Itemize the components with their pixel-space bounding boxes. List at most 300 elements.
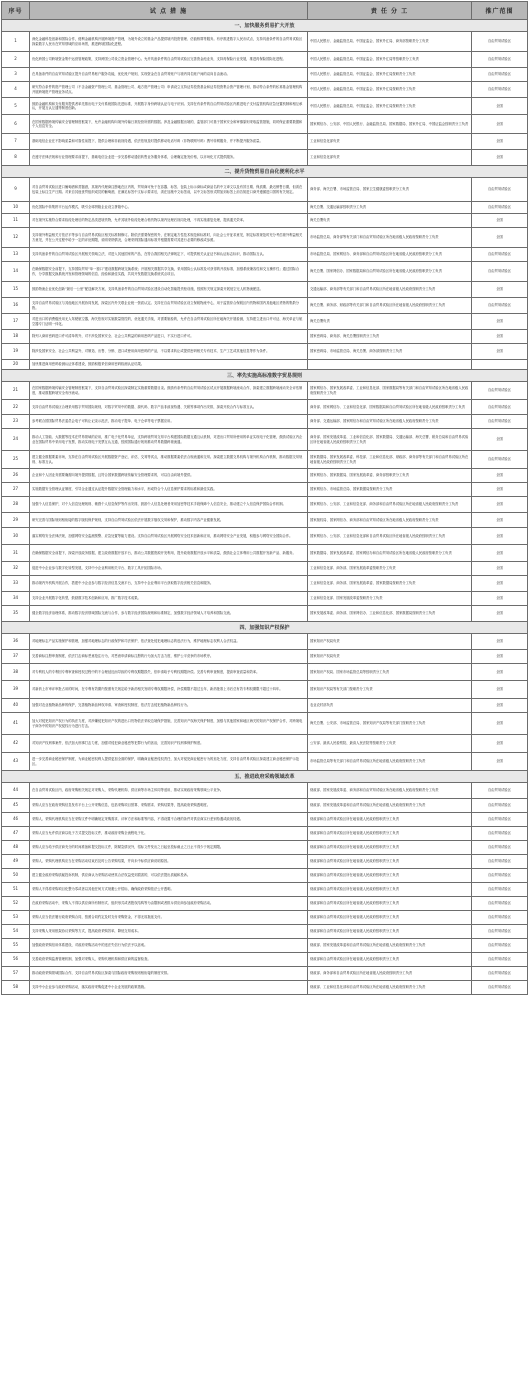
row-measure: 鼓励物流企业优化创新“最后一公里”配送解决方案，支持具备条件的自由贸易试验区建设自动化智能提货柜设施，按照有关规定探索开展低空无人机物流配送。 <box>30 282 308 298</box>
row-measure: 对自由贸易试验区进口葡萄酒和蒸馏酒，其境内代理商注册地在区内的，贸易商可免于在容器、标签、包装上标示商标或商品名的中文译文以及有效日期、保质期、最迟销售日期，但须在包装上标注生产日期。对来自其他世贸组织成员的葡萄酒，在满足标签中文标示要求后，须在加施中文标签前，以中文标签形式附加到标签上前告知进口商并遵循进口国的有关规定。 <box>30 178 308 202</box>
row-duty: 国家网信办、市场监管总局、国家数据局按职责分工负责 <box>308 483 472 497</box>
row-number: 15 <box>2 282 30 298</box>
row-number: 6 <box>2 115 30 134</box>
table-row <box>2 664 528 681</box>
row-scope: 全国 <box>472 134 528 150</box>
row-duty: 海关总署、国家网信办、国家数据局和自由贸易试验区所在地省级人民政府按职责分工负责 <box>308 262 472 282</box>
row-scope: 自由贸易试验区 <box>472 178 528 202</box>
row-duty: 商务部、国家网信办、工业和信息化部、国家数据局和自由贸易试验区所在地省级人民政府按职责分工负责 <box>308 400 472 415</box>
row-number: 32 <box>2 562 30 576</box>
row-measure: 加强政府采购信用体系建设，对政府采购活动中的违法失信行为依法予以惩戒。 <box>30 939 308 953</box>
table-row <box>2 981 528 995</box>
row-measure: 对新药上市审评审批占用的时间，在专利有效期内按照有关规定给予新药相关发明专利权期限补偿，补偿期限不超过五年，新药批准上市后总有效专利权期限不超过十四年。 <box>30 681 308 699</box>
row-duty: 市场监管总局、国家网信办、商务部和自由贸易试验区所在地省级人民政府按职责分工负责 <box>308 248 472 262</box>
row-duty: 海关总署负责 <box>308 314 472 330</box>
table-row <box>2 939 528 953</box>
row-scope: 自由贸易试验区 <box>472 939 528 953</box>
row-duty: 国家发展改革委、商务部、国家网信办、工业和信息化部、国家数据局按职责分工负责 <box>308 606 472 622</box>
table-row <box>2 813 528 827</box>
row-number: 28 <box>2 497 30 513</box>
row-measure: 在政府采购活动中，采购人不得以供应商所有制形式、组织形式或者股权结构等为由限制或者排斥供应商参加政府采购活动。 <box>30 897 308 911</box>
row-measure: 对地理标志产品实施保护和管理，加强对地理标志的行政保护和司法保护，依法查处侵犯地理标志的违法行为，维护地理标志权利人合法权益。 <box>30 634 308 650</box>
row-measure: 在遵守法律法规和行业管理要求前提下，基础电信企业进一步完善移动通信转售业务服务体系，合理确定批发价格，以市场化方式提供服务。 <box>30 150 308 166</box>
row-scope: 自由贸易试验区 <box>472 262 528 282</box>
row-duty <box>308 360 472 370</box>
table-row <box>2 528 528 545</box>
table-row <box>2 783 528 799</box>
section-heading-row <box>2 166 528 178</box>
row-scope: 自由贸易试验区 <box>472 967 528 981</box>
row-scope: 全国 <box>472 214 528 228</box>
row-measure: 深化金融科技创新和国际合作，便利金融机构开展跨境资产管理，为境外设立的基金产品提供境内投资管理、估值核算等服务。有序推进数字人民币试点，支持具备条件的自由贸易试验区探索数字人民币在贸易领域的应用场景，推进跨境国际化进程。 <box>30 32 308 52</box>
row-scope: 全国 <box>472 513 528 528</box>
row-duty: 国家密码局、商务部、海关总署按职责分工负责 <box>308 330 472 344</box>
row-scope: 全国 <box>472 98 528 115</box>
table-row <box>2 483 528 497</box>
row-duty: 国家网信办、国家数据局、国家发展改革委、商务部按职责分工负责 <box>308 469 472 483</box>
row-duty: 财政部和自由贸易试验区所在地省级人民政府按职责分工负责 <box>308 925 472 939</box>
row-number: 36 <box>2 634 30 650</box>
table-row <box>2 178 528 202</box>
row-duty: 国家知识产权局负责 <box>308 650 472 664</box>
row-number: 23 <box>2 415 30 429</box>
row-scope: 全国 <box>472 592 528 606</box>
row-measure: 在国家数据跨境传输安全管理制度框架下，允许金融机构向境外传输日常经营所需的数据。涉及金融数据出境的，监管部门可基于国家安全和审慎原则采取监管措施，同时保证重要数据和个人信息安全。 <box>30 115 308 134</box>
row-number: 12 <box>2 228 30 248</box>
row-measure: 在确保数据安全前提下，支持国际贸易“单一窗口”建设数据跨境交换系统；开展相关数据共享交换，采用国际公认标准及可获得的开放标准，加强系统兼容性和交互操作性；通过国际合作，分享数据交换系统开发和管理领域的信息、经验和最佳实践，共同开发数据交换系统试点项目。 <box>30 262 308 282</box>
row-measure: 参考联合国国际贸易法委员会电子可转让记录示范法，推动电子提单、电子仓单等电子票据应用。 <box>30 415 308 429</box>
row-measure: 进一步完善商业秘密保护制度，为商业秘密权利人提供更加全面的保护，明确商业秘密侵权责任，加大对侵犯商业秘密行为的惩处力度，支持自由贸易试验区探索建立商业秘密保护示范区。 <box>30 753 308 771</box>
row-scope: 自由贸易试验区 <box>472 855 528 869</box>
row-scope: 全国 <box>472 497 528 513</box>
row-duty: 财政部和自由贸易试验区所在地省级人民政府按职责分工负责 <box>308 883 472 897</box>
row-measure: 支持具备条件的自由贸易试验区开展相关领域立法，对进入其他国家的产品，在符合我国相关法律规定下，可提供相关认证证书和认证标志标识，推动国际互认。 <box>30 248 308 262</box>
row-number: 51 <box>2 883 30 897</box>
row-number: 38 <box>2 664 30 681</box>
table-row <box>2 214 528 228</box>
row-number: 57 <box>2 967 30 981</box>
row-number: 26 <box>2 469 30 483</box>
table-header-row <box>2 2 528 20</box>
row-scope: 自由贸易试验区 <box>472 298 528 314</box>
table-row <box>2 282 528 298</box>
row-measure: 对专利权人的专利因专利审查和授权过程中的不合理延迟而导致的专利权期限损失，依申请给予专利权期限补偿。完善专利审查制度，提高审查质量和效率。 <box>30 664 308 681</box>
row-duty: 工业和信息化部、商务部、国家发展改革委、国家数据局按职责分工负责 <box>308 576 472 592</box>
row-duty: 商务部、海关总署、市场监管总局、国家卫生健康委按职责分工负责 <box>308 178 472 202</box>
row-scope: 全国 <box>472 753 528 771</box>
row-scope: 全国 <box>472 562 528 576</box>
row-number: 55 <box>2 939 30 953</box>
header-measure: 试 点 措 施 <box>30 2 308 20</box>
table-row <box>2 415 528 429</box>
row-number: 20 <box>2 360 30 370</box>
row-number: 16 <box>2 298 30 314</box>
row-number: 39 <box>2 681 30 699</box>
table-row <box>2 953 528 967</box>
table-row <box>2 545 528 562</box>
row-measure: 促进中小企业参与数字化转型发展，支持中小企业利用相关平台、数字工具开拓国际市场。 <box>30 562 308 576</box>
row-scope: 自由贸易试验区 <box>472 451 528 469</box>
row-duty: 农业农村部负责 <box>308 699 472 713</box>
row-measure: 采购人应当给予供应商充分的时间准备和提交投标文件，除紧急情况外，招标文件发出之日起至投标截止之日止不得少于规定期限。 <box>30 841 308 855</box>
table-row <box>2 855 528 869</box>
table-row <box>2 753 528 771</box>
row-measure: 除涉及国家安全、社会公共利益外，对制造、出售、分销、进口或使用商用密码的产品，不以要求转让或提供密码相关专有技术、生产工艺或其他信息等作为条件。 <box>30 344 308 360</box>
row-measure: 在确保数据安全前提下，探索开放政务数据，建立政府数据开放平台，推动公共数据资源开发利用，提升政府数据开放水平和质量，鼓励社会主体利用公共数据开发新产品、新服务。 <box>30 545 308 562</box>
row-number: 44 <box>2 783 30 799</box>
row-number: 8 <box>2 150 30 166</box>
section-title: 四、加强知识产权保护 <box>2 622 528 634</box>
row-scope: 自由贸易试验区 <box>472 415 528 429</box>
row-scope: 自由贸易试验区 <box>472 841 528 855</box>
row-duty: 工业和信息化部负责 <box>308 134 472 150</box>
row-duty: 中国人民银行、金融监管总局、中国证监会、国家外汇局按职责分工负责 <box>308 98 472 115</box>
row-duty: 国家网信办、公安部、工业和信息化部、商务部和自由贸易试验区所在地省级人民政府按职责分工负责 <box>308 497 472 513</box>
row-number: 33 <box>2 576 30 592</box>
row-scope: 自由贸易试验区 <box>472 869 528 883</box>
table-row <box>2 314 528 330</box>
row-measure: 加快推进商用密码检测认证体系建设，鼓励积极采信商用密码检测认证结果。 <box>30 360 308 370</box>
table-row <box>2 52 528 68</box>
row-duty: 财政部和自由贸易试验区所在地省级人民政府按职责分工负责 <box>308 897 472 911</box>
table-row <box>2 650 528 664</box>
row-scope: 全国 <box>472 429 528 451</box>
row-duty: 中国人民银行、金融监管总局、中国证监会、国家外汇局、商务部按职责分工负责 <box>308 32 472 52</box>
row-number: 9 <box>2 178 30 202</box>
row-duty: 公安部、最高人民检察院、最高人民法院等按职责分工负责 <box>308 735 472 753</box>
row-number: 17 <box>2 314 30 330</box>
row-scope: 全国 <box>472 115 528 134</box>
row-scope: 全国 <box>472 634 528 650</box>
section-heading-row <box>2 20 528 32</box>
row-scope: 自由贸易试验区 <box>472 400 528 415</box>
row-scope: 全国 <box>472 228 528 248</box>
table-row <box>2 799 528 813</box>
table-row <box>2 202 528 214</box>
table-row <box>2 150 528 166</box>
row-scope: 自由贸易试验区 <box>472 248 528 262</box>
row-number: 10 <box>2 202 30 214</box>
row-number: 46 <box>2 813 30 827</box>
row-duty: 国家数据局、国家发展改革委、国家网信办和自由贸易试验区所在地省级人民政府按职责分工负责 <box>308 545 472 562</box>
row-measure: 支持中小企业参与政府采购活动，落实政府采购促进中小企业发展的政策措施。 <box>30 981 308 995</box>
row-number: 14 <box>2 262 30 282</box>
row-number: 41 <box>2 713 30 735</box>
row-scope: 全国 <box>472 344 528 360</box>
row-measure: 采购人、采购代理机构应当在采购活动结束后及时公告采购结果，并向未中标供应商说明原因。 <box>30 855 308 869</box>
row-scope: 自由贸易试验区 <box>472 68 528 82</box>
table-row <box>2 228 528 248</box>
row-measure: 对知识产权刑事案件，依法加大刑事打击力度，加强对侵犯商业秘密等犯罪行为的惩治，完善知识产权刑事保护制度。 <box>30 735 308 753</box>
row-duty: 海关总署、商务部、财政部等有关部门和自由贸易试验区所在地省级人民政府按职责分工负责 <box>308 298 472 314</box>
row-measure: 支持采购人采用框架协议采购等方式，提高政府采购效率，降低交易成本。 <box>30 925 308 939</box>
row-scope: 全国 <box>472 545 528 562</box>
row-scope: 全国 <box>472 150 528 166</box>
row-number: 11 <box>2 214 30 228</box>
row-number: 1 <box>2 32 30 52</box>
header-duty: 责 任 分 工 <box>308 2 472 20</box>
table-row <box>2 98 528 115</box>
row-measure: 采购人应当依法履行政府采购合同，按照合同约定及时支付采购资金，不得无故拖延支付。 <box>30 911 308 925</box>
row-measure: 采购人应当在政府采购信息发布平台上公开采购信息，包括采购项目预算、采购需求、采购结果等，提高政府采购透明度。 <box>30 799 308 813</box>
row-measure: 实施数据安全管理认证制度，引导企业通过认证提升数据安全管理能力和水平，形成符合个人信息保护要求的标准和最佳实践。 <box>30 483 308 497</box>
row-number: 58 <box>2 981 30 995</box>
row-duty: 商务部、交通运输部、国家网信办和自由贸易试验区所在地省级人民政府按职责分工负责 <box>308 415 472 429</box>
row-measure: 优化跨国公司跨境资金集中运营管理政策，支持跨国公司设立资金管理中心。允许具备条件的自由贸易试验区完善资金池业务，支持再保险行业发展，推进再保险国际化进程。 <box>30 52 308 68</box>
row-measure: 采购人不得将采购项目化整为零或者以其他任何方式规避公开招标，确保政府采购依法公开透明。 <box>30 883 308 897</box>
row-scope: 自由贸易试验区 <box>472 883 528 897</box>
row-number: 19 <box>2 344 30 360</box>
table-row <box>2 82 528 98</box>
row-duty: 财政部和自由贸易试验区所在地省级人民政府按职责分工负责 <box>308 855 472 869</box>
table-row <box>2 344 528 360</box>
row-scope: 自由贸易试验区 <box>472 911 528 925</box>
row-scope: 自由贸易试验区 <box>472 981 528 995</box>
table-row <box>2 681 528 699</box>
row-number: 40 <box>2 699 30 713</box>
row-measure: 企业和个人因业务需要确需向境外提供数据，且符合国家数据跨境传输安全管理要求的，可以自由向境外提供。 <box>30 469 308 483</box>
row-scope: 自由贸易试验区 <box>472 953 528 967</box>
row-measure: 研究符合条件的资产管理公司（不含金融资产管理公司、基金管理公司、地方资产管理公司）申请设立支持证券投资基金和证券投资集合资产管理计划，推动符合条件的私募基金管理机构开展跨境资产管理业务试点。 <box>30 82 308 98</box>
row-number: 3 <box>2 68 30 82</box>
row-number: 42 <box>2 735 30 753</box>
table-row <box>2 562 528 576</box>
row-duty: 中国人民银行、金融监管总局、中国证监会、国家外汇局按职责分工负责 <box>308 82 472 98</box>
table-row <box>2 925 528 939</box>
table-row <box>2 513 528 528</box>
row-duty: 商务部、国家发展改革委、工业和信息化部、国家数据局、交通运输部、海关总署、税务总局和自由贸易试验区所在地省级人民政府按职责分工负责 <box>308 429 472 451</box>
table-row <box>2 451 528 469</box>
row-duty: 中国人民银行、金融监管总局、中国证监会、国家外汇局等按职责分工负责 <box>308 52 472 68</box>
table-row <box>2 68 528 82</box>
header-scope: 推广范围 <box>472 2 528 20</box>
row-scope: 全国 <box>472 664 528 681</box>
row-number: 48 <box>2 841 30 855</box>
row-scope: 自由贸易试验区 <box>472 82 528 98</box>
table-row <box>2 248 528 262</box>
table-row <box>2 713 528 735</box>
row-scope: 全国 <box>472 650 528 664</box>
row-scope: 全国 <box>472 314 528 330</box>
row-measure: 建立健全政府采购质疑投诉机制，供应商认为采购活动使其合法权益受到损害的，可以依法提出质疑和投诉。 <box>30 869 308 883</box>
table-row <box>2 606 528 622</box>
row-number: 7 <box>2 134 30 150</box>
row-number: 43 <box>2 753 30 771</box>
row-duty: 财政部、商务部和自由贸易试验区所在地省级人民政府按职责分工负责 <box>308 967 472 981</box>
section-title: 二、提升货物贸易自由化便利化水平 <box>2 166 528 178</box>
row-number: 5 <box>2 98 30 115</box>
row-scope: 全国 <box>472 483 528 497</box>
row-number: 27 <box>2 483 30 497</box>
row-duty: 海关总署、交通运输部按职责分工负责 <box>308 202 472 214</box>
row-number: 24 <box>2 429 30 451</box>
row-scope: 全国 <box>472 735 528 753</box>
row-duty: 国家知识产权局负责 <box>308 634 472 650</box>
table-row <box>2 967 528 981</box>
table-row <box>2 841 528 855</box>
section-heading-row <box>2 370 528 382</box>
table-row <box>2 897 528 911</box>
row-duty: 国家网信办、公安部、中国人民银行、金融监管总局、国家数据局、国家外汇局、中国证监会按职责分工负责 <box>308 115 472 134</box>
row-scope: 自由贸易试验区 <box>472 32 528 52</box>
row-scope: 全国 <box>472 576 528 592</box>
row-scope: 自由贸易试验区 <box>472 783 528 799</box>
row-duty: 海关总署、公安部、市场监管总局、国家知识产权局等有关部门按职责分工负责 <box>308 713 472 735</box>
row-measure: 对在境外实施符合要求检疫处理后的特定品类进境货物，允许其境外检疫处理合格货物以境内处理后视同处理，不再实施重复处理，提高通关效率。 <box>30 214 308 228</box>
row-number: 37 <box>2 650 30 664</box>
row-number: 52 <box>2 897 30 911</box>
row-measure: 鼓励金融机构和支付服务提供者率先推出电子支付系统国际先进标准，开展数字身份跨境认证与电子识别。支持在有条件的自由贸易试验区内推进电子支付监管机构应急处置机制和相互承认，开展互认互通等制度创新。 <box>30 98 308 115</box>
row-scope: 自由贸易试验区 <box>472 925 528 939</box>
row-scope <box>472 360 528 370</box>
row-duty: 国家网信办、公安部、工业和信息化部和自由贸易试验区所在地省级人民政府按职责分工负责 <box>308 528 472 545</box>
row-measure: 在自由贸易试验区内，政府采购相关规定对采购人、采购代理机构、供应商等市场主体同等适用，推动实现政府采购领域公平竞争。 <box>30 783 308 799</box>
row-number: 30 <box>2 528 30 545</box>
row-duty: 财政部、工业和信息化部和自由贸易试验区所在地省级人民政府按职责分工负责 <box>308 981 472 995</box>
row-measure: 采购人、采购代理机构应当在采购文件中明确规定采购需求、评审方法和标准等内容，不得设置不合理的条件对供应商实行差别待遇或歧视待遇。 <box>30 813 308 827</box>
table-row <box>2 262 528 282</box>
row-duty: 财政部、国家发展改革委和自由贸易试验区所在地省级人民政府按职责分工负责 <box>308 799 472 813</box>
table-row <box>2 827 528 841</box>
row-measure: 支持企业开展数字化转型，鼓励数字技术创新和应用，推广数字技术成果。 <box>30 592 308 606</box>
row-measure: 采购人应当允许供应商以电子方式提交投标文件，推动政府采购全流程电子化。 <box>30 827 308 841</box>
row-number: 31 <box>2 545 30 562</box>
table-row <box>2 469 528 483</box>
table-row <box>2 634 528 650</box>
row-duty: 财政部和自由贸易试验区所在地省级人民政府按职责分工负责 <box>308 813 472 827</box>
table-row <box>2 298 528 314</box>
row-duty: 财政部和自由贸易试验区所在地省级人民政府按职责分工负责 <box>308 827 472 841</box>
row-scope: 全国 <box>472 330 528 344</box>
row-number: 47 <box>2 827 30 841</box>
table-row <box>2 592 528 606</box>
row-scope: 自由贸易试验区 <box>472 799 528 813</box>
row-measure: 落实网络安全法律法规，加强网络安全监测预警、应急处置等能力建设。支持自由贸易试验区开展网络安全技术创新和应用，推动网络安全产业发展，积极参与网络安全国际合作。 <box>30 528 308 545</box>
table-row <box>2 134 528 150</box>
row-duty: 中国人民银行、金融监管总局、中国证监会、国家外汇局按职责分工负责 <box>308 68 472 82</box>
row-number: 56 <box>2 953 30 967</box>
row-duty: 国家版权局、国家网信办、商务部和自由贸易试验区所在地省级人民政府按职责分工负责 <box>308 513 472 528</box>
section-title: 一、加快服务贸易扩大开放 <box>2 20 528 32</box>
table-row <box>2 330 528 344</box>
table-row <box>2 883 528 897</box>
row-measure: 推动人工智能、大数据等技术在贸易领域的应用，推广电子化贸易单证，支持跨境贸易交易平台构建国际数据互通互认机制，对进出口贸易所使用的单证实现电子化管理，鼓励试验区内企业在国际贸易中采用电子发票，推动实现电子发票互认互通，按照国际通行规则推动贸易数据跨境流通。 <box>30 429 308 451</box>
table-body <box>2 20 528 995</box>
table-row <box>2 911 528 925</box>
table-row <box>2 382 528 400</box>
row-duty: 工业和信息化部负责 <box>308 150 472 166</box>
row-number: 34 <box>2 592 30 606</box>
row-measure: 推动政府采购领域国际合作，支持自由贸易试验区探索与国际政府采购规则相衔接的制度安排。 <box>30 967 308 981</box>
measures-table <box>1 1 528 995</box>
row-scope: 自由贸易试验区 <box>472 813 528 827</box>
row-duty: 工业和信息化部、商务部、国家发展改革委按职责分工负责 <box>308 562 472 576</box>
table-row <box>2 32 528 52</box>
row-duty: 交通运输部、商务部等有关部门和自由贸易试验区所在地省级人民政府按职责分工负责 <box>308 282 472 298</box>
row-duty: 海关总署负责 <box>308 214 472 228</box>
row-duty: 财政部、国家发展改革委、商务部和自由贸易试验区所在地省级人民政府按职责分工负责 <box>308 783 472 799</box>
row-duty: 财政部和自由贸易试验区所在地省级人民政府按职责分工负责 <box>308 841 472 855</box>
row-duty: 财政部和自由贸易试验区所在地省级人民政府按职责分工负责 <box>308 869 472 883</box>
row-scope: 全国 <box>472 699 528 713</box>
row-measure: 在国家数据跨境传输安全管理制度框架下，支持自由贸易试验区探索制定实施重要数据目录。鼓励有条件的自由贸易试验区试点开展数据跨境流动合作，探索建立数据跨境流动安全评估制度，推动数据跨境安全有序流动。 <box>30 382 308 400</box>
row-duty: 国家密码局、市场监管总局、海关总署、商务部按职责分工负责 <box>308 344 472 360</box>
section-title: 三、率先实施高标准数字贸易规则 <box>2 370 528 382</box>
row-duty: 市场监管总局等有关部门和自由贸易试验区所在地省级人民政府按职责分工负责 <box>308 753 472 771</box>
table-row <box>2 699 528 713</box>
row-measure: 完善商标注册审查制度，依法打击商标恶意抢注行为，对恶意申请商标注册的行为加大打击力度，维护公平竞争的市场秩序。 <box>30 650 308 664</box>
row-number: 4 <box>2 82 30 98</box>
header-no: 序号 <box>2 2 30 20</box>
row-scope: 自由贸易试验区 <box>472 827 528 841</box>
row-duty: 国家数据局、国家发展改革委、科技部、工业和信息化部、财政部、商务部等有关部门和自由贸易试验区所在地省级人民政府按职责分工负责 <box>308 451 472 469</box>
row-measure: 基础电信企业在不影响质量和可靠性前提下，提供合理和非歧视待遇，依法依规及时提供移动电话号码（非物联网号码）携号转网服务，并不断提升服务质量。 <box>30 134 308 150</box>
row-measure: 除列入商用密码进口许可清单的外，对不涉及国家安全、社会公共利益的商用密码产品进口，不实行进口许可。 <box>30 330 308 344</box>
row-number: 29 <box>2 513 30 528</box>
row-number: 21 <box>2 382 30 400</box>
row-scope: 全国 <box>472 713 528 735</box>
row-duty: 国家网信办、国家发展改革委、工业和信息化部、国家数据局等有关部门和自由贸易试验区所在地省级人民政府按职责分工负责 <box>308 382 472 400</box>
row-number: 22 <box>2 400 30 415</box>
row-measure: 建立健全数据要素市场，支持在自由贸易试验区开展数据资产登记、评估、交易等试点，推动数据要素依法合规流通和交易。探索建立数据交易机构与境外机构合作机制，推动数据交易规则、标准互认。 <box>30 451 308 469</box>
row-measure: 支持境外利益相关方依法平等参与自由贸易试验区相关标准制修订。除依法需要保密的外，在制定地方性技术规范和标准时，向社会公开征求意见，制定标准规范时充分考虑境外利益相关方意见，并在公开过程中给予一定的评论期限，说明采纳情况，合理采纳国际通用标准并根据需要对其进行必要的修改或参照。 <box>30 228 308 248</box>
row-measure: 在具备条件的自由贸易试验区提升自由贸易账户服务功能，优化账户规则，实现资金在自由贸易账户与境内同名账户间的双向自由流动。 <box>30 68 308 82</box>
row-duty: 财政部和自由贸易试验区所在地省级人民政府按职责分工负责 <box>308 911 472 925</box>
row-number: 35 <box>2 606 30 622</box>
row-number: 25 <box>2 451 30 469</box>
row-number: 49 <box>2 855 30 869</box>
row-duty: 国家知识产权局等有关部门按职责分工负责 <box>308 681 472 699</box>
table-row <box>2 869 528 883</box>
row-measure: 优化国际中转集拼平台运作模式，吸引全球拼箱企业设立拼箱中心。 <box>30 202 308 214</box>
row-scope: 自由贸易试验区 <box>472 897 528 911</box>
row-scope: 全国 <box>472 282 528 298</box>
row-number: 53 <box>2 911 30 925</box>
table-row <box>2 400 528 415</box>
table-row <box>2 497 528 513</box>
table-row <box>2 360 528 370</box>
row-measure: 加强对农业植物新品种的保护，完善植物新品种权申请、审查和授权制度，依法打击侵犯植物新品种权行为。 <box>30 699 308 713</box>
row-measure: 推动境内外机构开展合作，搭建中小企业参与数字经济信息交流平台，支持中小企业利用平台获取数字经济相关信息和服务。 <box>30 576 308 592</box>
section-heading-row <box>2 771 528 783</box>
row-scope: 全国 <box>472 606 528 622</box>
measures-document <box>1 1 527 995</box>
section-heading-row <box>2 622 528 634</box>
table-row <box>2 429 528 451</box>
row-duty: 财政部、国家发展改革委和自由贸易试验区所在地省级人民政府按职责分工负责 <box>308 939 472 953</box>
row-duty: 国家知识产权局、国家市场监管总局等按职责分工负责 <box>308 664 472 681</box>
row-scope: 自由贸易试验区 <box>472 202 528 214</box>
row-scope: 全国 <box>472 681 528 699</box>
table-row <box>2 115 528 134</box>
row-duty: 工业和信息化部、国家发展改革委按职责分工负责 <box>308 592 472 606</box>
row-scope: 自由贸易试验区 <box>472 382 528 400</box>
row-measure: 支持自由贸易试验区合理采用数字贸易国际规则，对数字贸易中的数据、源代码、数字产品非歧视待遇、关税等事项作出安排，探索开放合作与标准互认。 <box>30 400 308 415</box>
row-measure: 健全数字经济治理体系，推动数字经济领域国际交流与合作，参与数字经济国际规则和标准制定，加强数字经济领域人才培养和国际交流。 <box>30 606 308 622</box>
row-number: 13 <box>2 248 30 262</box>
row-duty: 市场监管总局、商务部等有关部门和自由贸易试验区所在地省级人民政府按职责分工负责 <box>308 228 472 248</box>
row-measure: 加大对侵犯知识产权行为的执法力度，对涉嫌侵犯知识产权的进出口货物依法采取边境保护措施，完善知识产权海关保护制度，加强与其他国家和地区海关的知识产权保护合作，对跨境电子商务中的知识产权侵权行为进行打击。 <box>30 713 308 735</box>
row-scope: 全国 <box>472 469 528 483</box>
row-measure: 支持自由贸易试验区与其他地区开展协同发展，探索区内外关联企业统一资质认定。支持在自由贸易试验区设立保税物流中心，用于监管综合保税区内货物和国内其他地区货物的集散分拨。 <box>30 298 308 314</box>
row-scope: 自由贸易试验区 <box>472 52 528 68</box>
row-number: 18 <box>2 330 30 344</box>
row-measure: 加强个人信息保护，对个人信息处理规则、敏感个人信息保护等作出安排，鼓励个人信息处理者采用加密等技术手段保障个人信息安全，推动建立个人信息保护国际合作机制。 <box>30 497 308 513</box>
row-measure: 完善政府采购监督管理机制，加强对采购人、采购代理机构和供应商的监督检查。 <box>30 953 308 967</box>
section-title: 五、推进政府采购领域改革 <box>2 771 528 783</box>
row-measure: 对进出口的消费级民用无人驾驶航空器，海关依规对实施数量管控的，优化通关手续，对需要施检的，允许在自由贸易试验区所在地海关开展检测，支持建立进出口许可证、海关单证与航空器专门证明一体化。 <box>30 314 308 330</box>
table-row <box>2 735 528 753</box>
